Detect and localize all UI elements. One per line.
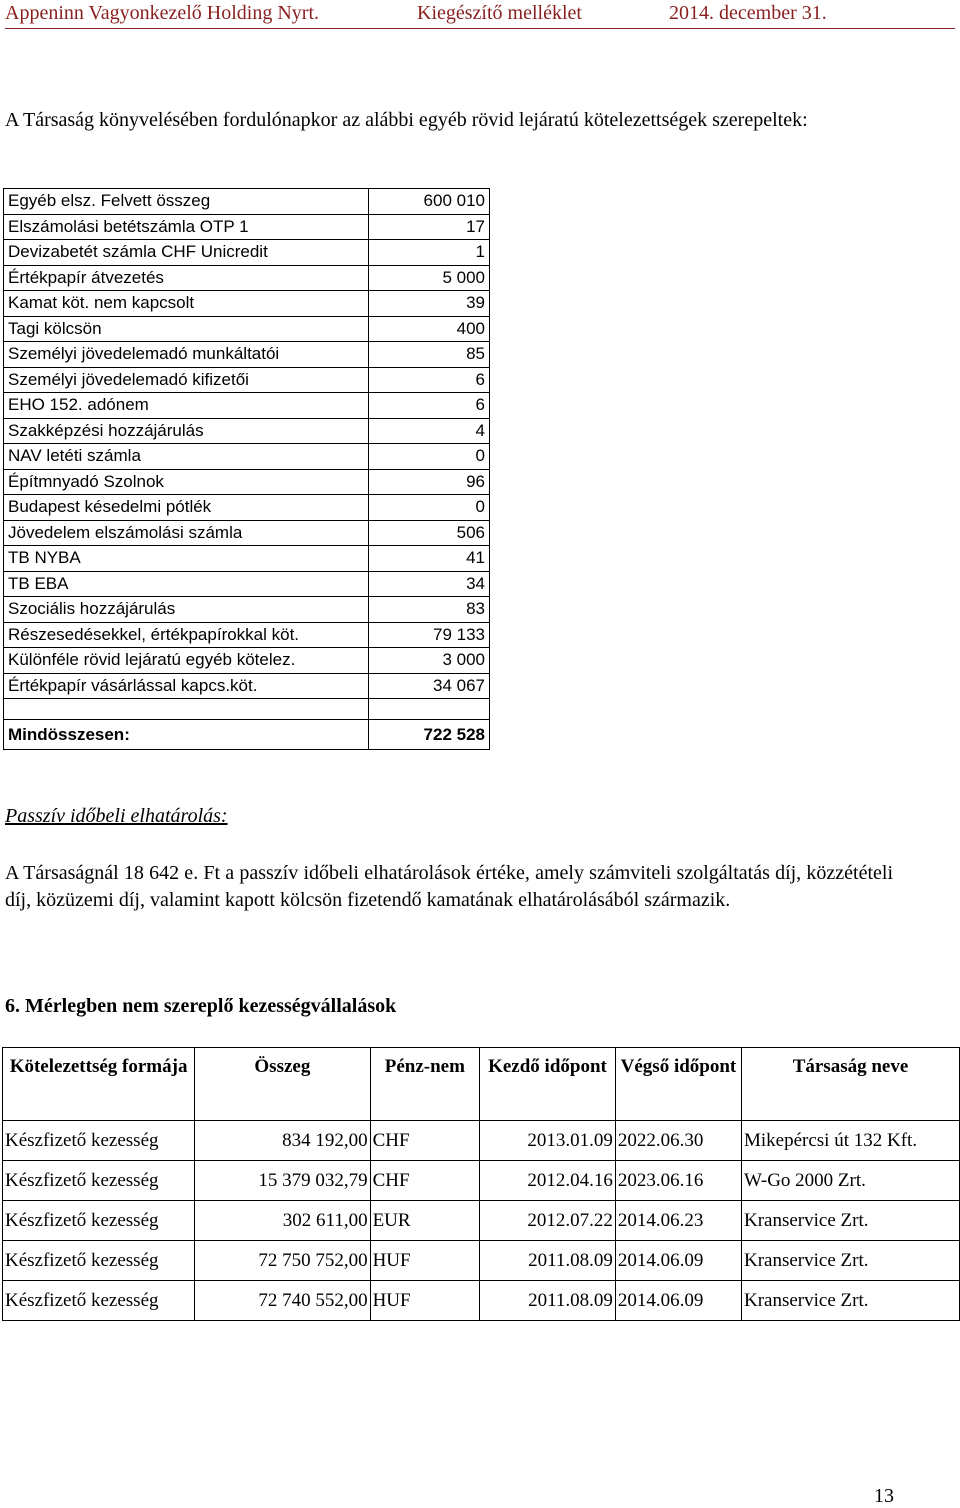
liability-value: 41: [369, 546, 490, 572]
guarantee-end-date: 2014.06.09: [615, 1241, 741, 1281]
liability-label: Elszámolási betétszámla OTP 1: [4, 214, 369, 240]
liability-label: NAV letéti számla: [4, 444, 369, 470]
guarantee-amount: 72 750 752,00: [195, 1241, 370, 1281]
total-row: [4, 720, 490, 750]
liability-label: Tagi kölcsön: [4, 316, 369, 342]
liability-value: 79 133: [369, 622, 490, 648]
table-row: [3, 1241, 960, 1281]
accrual-paragraph: A Társaságnál 18 642 e. Ft a passzív időbeli elhatárolások értéke, amely számviteli szolgáltatás díj, közzétételi díj, közüzemi díj, valamint kapott kölcsön fizetendő kamatának elhatárolásából származik.: [5, 862, 893, 911]
liability-label: Értékpapír vásárlással kapcs.köt.: [4, 673, 369, 699]
liability-label: Egyéb elsz. Felvett összeg: [4, 189, 369, 215]
table-row: [4, 648, 490, 674]
liability-label: Személyi jövedelemadó munkáltatói: [4, 342, 369, 368]
liability-value: 6: [369, 393, 490, 419]
guarantees-header-row: [3, 1048, 960, 1121]
table-row: [4, 469, 490, 495]
liability-label: Építmnyadó Szolnok: [4, 469, 369, 495]
guarantee-end-date: 2014.06.23: [615, 1201, 741, 1241]
guarantee-currency: HUF: [370, 1241, 479, 1281]
guarantee-start-date: 2011.08.09: [480, 1281, 616, 1321]
column-header-end-date: Végső időpont: [615, 1048, 741, 1121]
liability-label: Szakképzési hozzájárulás: [4, 418, 369, 444]
total-label: Mindösszesen:: [4, 720, 369, 750]
liability-value: 5 000: [369, 265, 490, 291]
guarantee-amount: 834 192,00: [195, 1121, 370, 1161]
guarantees-table: [2, 1047, 960, 1321]
guarantee-form: Készfizető kezesség: [3, 1281, 195, 1321]
liability-value: 400: [369, 316, 490, 342]
guarantee-start-date: 2012.04.16: [480, 1161, 616, 1201]
guarantee-currency: CHF: [370, 1121, 479, 1161]
guarantee-company: Mikepércsi út 132 Kft.: [741, 1121, 959, 1161]
liability-label: Szociális hozzájárulás: [4, 597, 369, 623]
guarantee-end-date: 2014.06.09: [615, 1281, 741, 1321]
guarantee-currency: EUR: [370, 1201, 479, 1241]
table-row: [4, 240, 490, 266]
table-row: [4, 546, 490, 572]
header-date: 2014. december 31.: [669, 2, 827, 24]
liability-value: 506: [369, 520, 490, 546]
liability-label: Személyi jövedelemadó kifizetői: [4, 367, 369, 393]
guarantees-heading: 6. Mérlegben nem szereplő kezességvállalások: [5, 995, 397, 1017]
liability-label: Értékpapír átvezetés: [4, 265, 369, 291]
liability-value: 0: [369, 495, 490, 521]
table-row: [3, 1281, 960, 1321]
column-header-amount: Összeg: [195, 1048, 370, 1121]
guarantee-start-date: 2011.08.09: [480, 1241, 616, 1281]
liability-label: EHO 152. adónem: [4, 393, 369, 419]
table-row: [4, 342, 490, 368]
guarantee-company: Kranservice Zrt.: [741, 1281, 959, 1321]
spacer-cell: [4, 699, 369, 720]
column-header-start-date: Kezdő időpont: [480, 1048, 616, 1121]
guarantee-company: Kranservice Zrt.: [741, 1241, 959, 1281]
guarantee-company: Kranservice Zrt.: [741, 1201, 959, 1241]
table-row: [4, 597, 490, 623]
spacer-row: [4, 699, 490, 720]
table-row: [4, 214, 490, 240]
header-rule: [5, 28, 955, 29]
liability-label: TB EBA: [4, 571, 369, 597]
liability-value: 85: [369, 342, 490, 368]
liability-value: 600 010: [369, 189, 490, 215]
liability-label: Devizabetét számla CHF Unicredit: [4, 240, 369, 266]
table-row: [4, 444, 490, 470]
guarantee-currency: CHF: [370, 1161, 479, 1201]
spacer-cell: [369, 699, 490, 720]
accrual-title: Passzív időbeli elhatárolás:: [5, 805, 228, 827]
liability-label: Budapest késedelmi pótlék: [4, 495, 369, 521]
column-header-company: Társaság neve: [741, 1048, 959, 1121]
total-value: 722 528: [369, 720, 490, 750]
liability-value: 34 067: [369, 673, 490, 699]
table-row: [4, 571, 490, 597]
liability-value: 34: [369, 571, 490, 597]
liability-value: 83: [369, 597, 490, 623]
liability-value: 6: [369, 367, 490, 393]
guarantee-form: Készfizető kezesség: [3, 1161, 195, 1201]
guarantee-start-date: 2013.01.09: [480, 1121, 616, 1161]
table-row: [4, 673, 490, 699]
table-row: [4, 520, 490, 546]
column-header-currency: Pénz-nem: [370, 1048, 479, 1121]
table-row: [4, 622, 490, 648]
guarantee-form: Készfizető kezesség: [3, 1121, 195, 1161]
guarantee-currency: HUF: [370, 1281, 479, 1321]
table-row: [4, 495, 490, 521]
liability-label: Kamat köt. nem kapcsolt: [4, 291, 369, 317]
page-header: [5, 2, 955, 28]
table-row: [4, 367, 490, 393]
header-document-title: Kiegészítő melléklet: [417, 2, 582, 24]
guarantee-amount: 302 611,00: [195, 1201, 370, 1241]
table-row: [4, 265, 490, 291]
header-company: Appeninn Vagyonkezelő Holding Nyrt.: [5, 2, 320, 24]
liability-value: 1: [369, 240, 490, 266]
table-row: [3, 1121, 960, 1161]
table-row: [4, 418, 490, 444]
liability-value: 96: [369, 469, 490, 495]
liability-value: 0: [369, 444, 490, 470]
liability-value: 39: [369, 291, 490, 317]
intro-paragraph: A Társaság könyvelésében fordulónapkor az alábbi egyéb rövid lejáratú kötelezettségek szerepeltek:: [5, 109, 808, 131]
guarantee-end-date: 2023.06.16: [615, 1161, 741, 1201]
guarantee-start-date: 2012.07.22: [480, 1201, 616, 1241]
liability-label: TB NYBA: [4, 546, 369, 572]
liability-label: Jövedelem elszámolási számla: [4, 520, 369, 546]
guarantee-amount: 15 379 032,79: [195, 1161, 370, 1201]
page-number: 13: [874, 1485, 894, 1507]
guarantee-amount: 72 740 552,00: [195, 1281, 370, 1321]
liability-label: Részesedésekkel, értékpapírokkal köt.: [4, 622, 369, 648]
liability-value: 3 000: [369, 648, 490, 674]
guarantee-company: W-Go 2000 Zrt.: [741, 1161, 959, 1201]
liability-label: Különféle rövid lejáratú egyéb kötelez.: [4, 648, 369, 674]
table-row: [4, 291, 490, 317]
table-row: [4, 316, 490, 342]
table-row: [3, 1161, 960, 1201]
guarantee-end-date: 2022.06.30: [615, 1121, 741, 1161]
table-row: [4, 189, 490, 215]
table-row: [4, 393, 490, 419]
liabilities-table: [3, 188, 490, 750]
liability-value: 17: [369, 214, 490, 240]
liability-value: 4: [369, 418, 490, 444]
column-header-form: Kötelezettség formája: [3, 1048, 195, 1121]
guarantee-form: Készfizető kezesség: [3, 1241, 195, 1281]
table-row: [3, 1201, 960, 1241]
guarantee-form: Készfizető kezesség: [3, 1201, 195, 1241]
